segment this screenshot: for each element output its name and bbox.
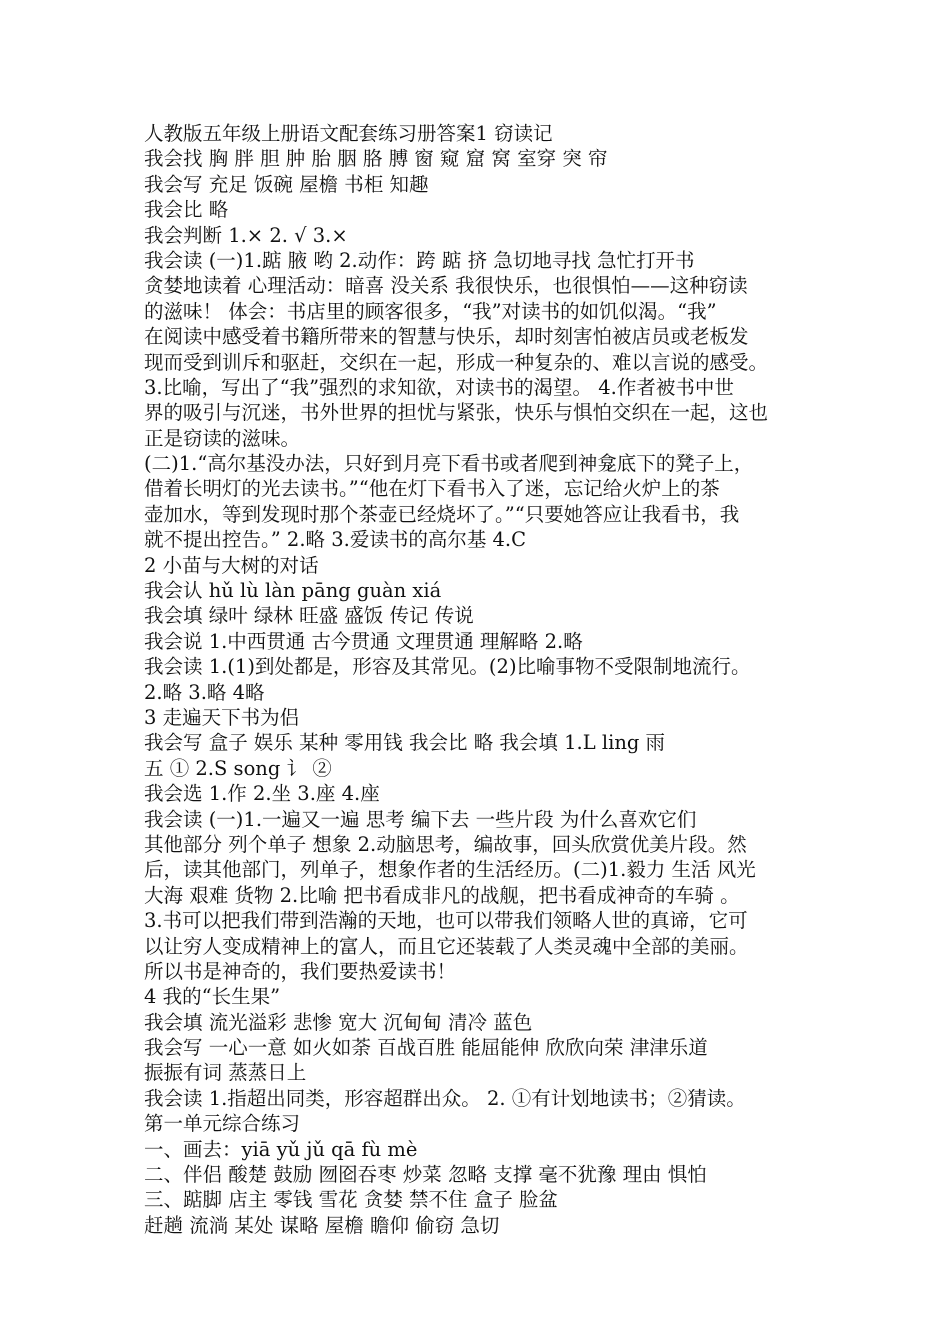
document-title: 人教版五年级上册语文配套练习册答案1 窃读记 (144, 122, 553, 145)
text-line: 我会判断 1.× 2. √ 3.× (144, 223, 348, 247)
text-line: 我会写 盒子 娱乐 某种 零用钱 我会比 略 我会填 1.L ling 雨 (144, 731, 666, 755)
text-line: 所以书是神奇的，我们要热爱读书！ (144, 959, 457, 983)
text-line: 我会选 1.作 2.坐 3.座 4.座 (144, 782, 380, 806)
text-line: 3.书可以把我们带到浩瀚的天地，也可以带我们领略人世的真谛，它可 (144, 909, 748, 933)
text-line: 的滋味！ 体会：书店里的顾客很多，“我”对读书的如饥似渴。“我” (144, 299, 717, 323)
text-line: 贪婪地读着 心理活动：暗喜 没关系 我很快乐，也很惧怕——这种窃读 (144, 274, 748, 298)
section-heading: 第一单元综合练习 (144, 1112, 301, 1136)
text-line: 后，读其他部门，列单子，想象作者的生活经历。(二)1.毅力 生活 风光 (144, 858, 756, 882)
text-line: 一、画去：yiā yǔ jǔ qā fù mè (144, 1137, 418, 1161)
text-line: 借着长明灯的光去读书。”“他在灯下看书入了迷，忘记给火炉上的茶 (144, 477, 720, 501)
text-line: 我会填 流光溢彩 悲惨 宽大 沉甸甸 清冷 蓝色 (144, 1010, 533, 1034)
text-line: 我会读 1.(1)到处都是，形容及其常见。(2)比喻事物不受限制地流行。 (144, 655, 751, 679)
text-line: 大海 艰难 货物 2.比喻 把书看成非凡的战舰，把书看成神奇的车骑 。 (144, 883, 740, 907)
text-line: 我会比 略 (144, 198, 229, 222)
text-line: 在阅读中感受着书籍所带来的智慧与快乐，却时刻害怕被店员或老板发 (144, 325, 749, 349)
text-line: 现而受到训斥和驱赶，交织在一起，形成一种复杂的、难以言说的感受。 (144, 350, 769, 374)
text-line: 我会找 胸 胖 胆 肿 胎 胭 胳 膊 窗 窥 窟 窝 室穿 突 帘 (144, 147, 608, 171)
text-line: 我会认 hǔ lù làn pāng guàn xiá (144, 579, 442, 603)
text-line: 以让穷人变成精神上的富人，而且它还装载了人类灵魂中全部的美丽。 (144, 934, 749, 958)
text-line: 其他部分 列个单子 想象 2.动脑思考，编故事，回头欣赏优美片段。然 (144, 832, 747, 856)
section-heading: 4 我的“长生果” (144, 985, 281, 1009)
text-line: 界的吸引与沉迷，书外世界的担忧与紧张，快乐与惧怕交织在一起，这也 (144, 401, 769, 425)
section-heading: 2 小苗与大树的对话 (144, 553, 319, 577)
text-line: 我会读 (一)1.踮 腋 哟 2.动作：跨 踮 挤 急切地寻找 急忙打开书 (144, 248, 695, 272)
text-line: (二)1.“高尔基没办法，只好到月亮下看书或者爬到神龛底下的凳子上， (144, 452, 754, 476)
text-line: 我会写 一心一意 如火如荼 百战百胜 能屈能伸 欣欣向荣 津津乐道 (144, 1036, 708, 1060)
text-line: 赶趟 流淌 某处 谋略 屋檐 瞻仰 偷窃 急切 (144, 1213, 500, 1237)
text-line: 我会读 1.指超出同类，形容超群出众。 2. ①有计划地读书；②猜读。 (144, 1086, 746, 1110)
text-line: 二、伴侣 酸楚 鼓励 囫囵吞枣 炒菜 忽略 支撑 毫不犹豫 理由 惧怕 (144, 1163, 707, 1187)
text-line: 壶加水，等到发现时那个茶壶已经烧坏了。”“只要她答应让我看书，我 (144, 502, 740, 526)
text-line: 我会填 绿叶 绿林 旺盛 盛饭 传记 传说 (144, 604, 474, 628)
text-line: 正是窃读的滋味。 (144, 426, 301, 450)
text-line: 2.略 3.略 4略 (144, 680, 265, 704)
text-line: 我会读 (一)1.一遍又一遍 思考 编下去 一些片段 为什么喜欢它们 (144, 807, 697, 831)
text-line: 振振有词 蒸蒸日上 (144, 1061, 307, 1085)
text-line: 我会写 充足 饭碗 屋檐 书柜 知趣 (144, 172, 429, 196)
text-line: 三、踮脚 店主 零钱 雪花 贪婪 禁不住 盒子 脸盆 (144, 1188, 558, 1212)
answer-text-block (144, 121, 824, 1238)
text-line: 3.比喻，写出了“我”强烈的求知欲，对读书的渴望。 4.作者被书中世 (144, 375, 734, 399)
text-line: 就不提出控告。” 2.略 3.爱读书的高尔基 4.C (144, 528, 527, 552)
text-line: 我会说 1.中西贯通 古今贯通 文理贯通 理解略 2.略 (144, 629, 583, 653)
text-line: 五 ① 2.S song 讠 ② (144, 756, 332, 780)
section-heading: 3 走遍天下书为侣 (144, 705, 300, 729)
